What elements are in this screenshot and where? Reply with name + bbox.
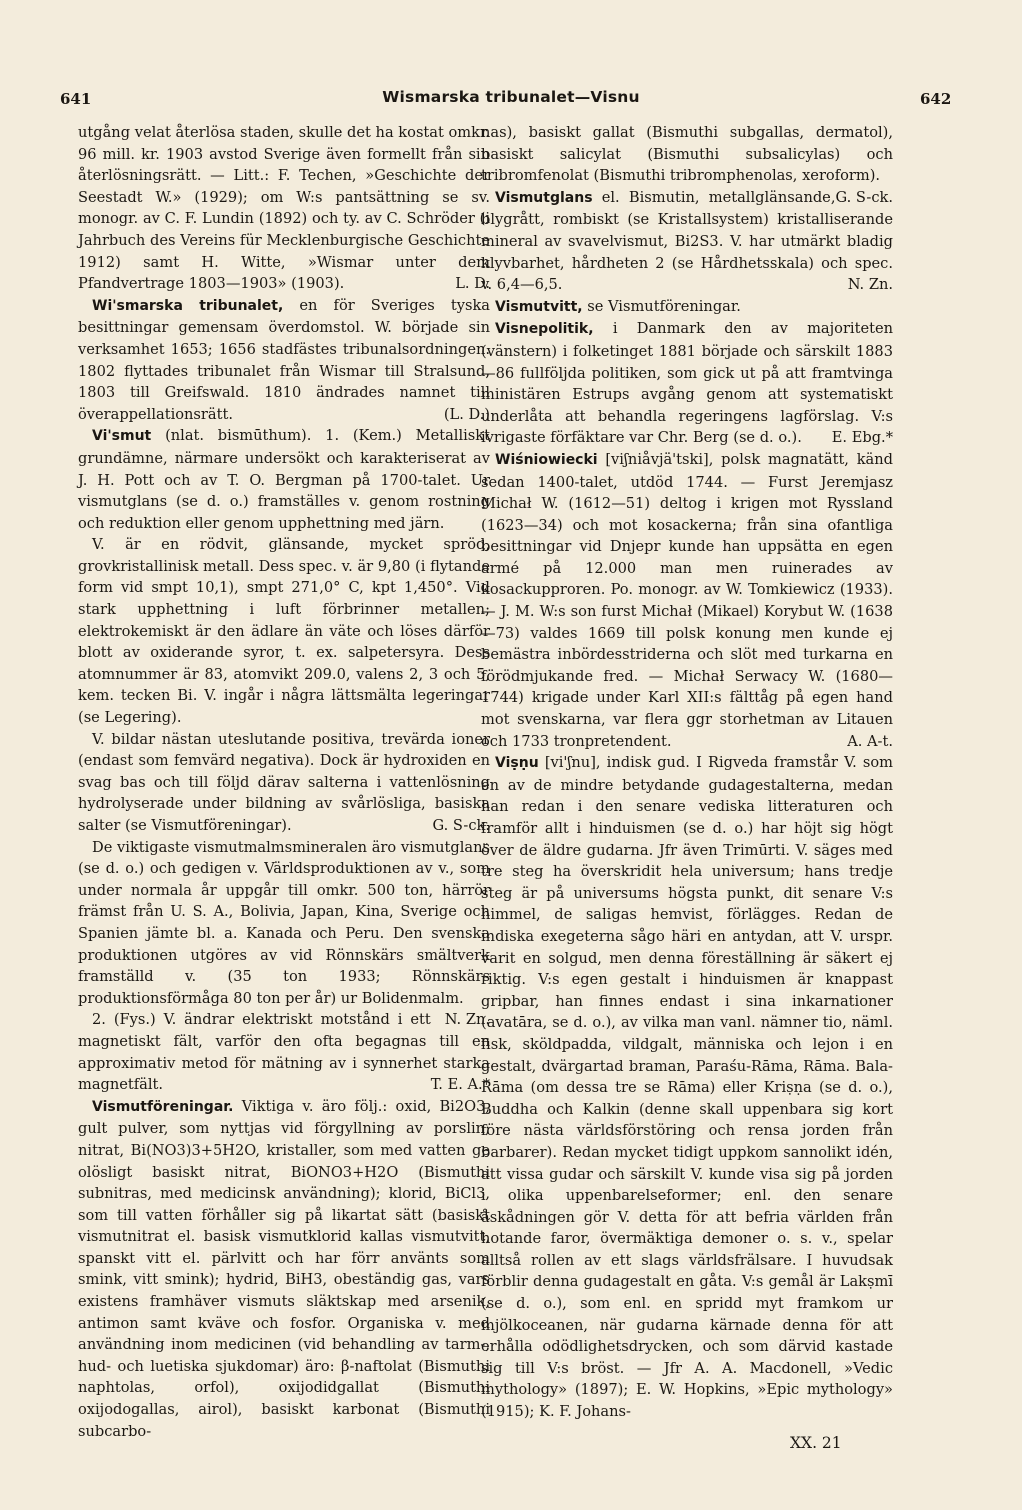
author-signature: E. Ebg.*	[831, 429, 893, 447]
entry-text: se Vismutföreningar.	[587, 297, 741, 315]
author-signature: N. Zn.	[444, 1011, 490, 1029]
page-number-left: 641	[60, 90, 92, 108]
article-paragraph	[481, 752, 893, 1422]
article-paragraph	[78, 534, 490, 728]
entry-headword: Wi'smarska tribunalet,	[92, 297, 284, 314]
author-signature: A. A-t.	[847, 732, 893, 750]
entry-text: Viktiga v. äro följ.: oxid, Bi2O3, gult pulver, som nyttjas vid förgyllning av porslin; nitrat, Bi(NO3)3+5H2O, kristaller, som med vatten ge olösligt basiskt nitrat, BiONO3+H2O (Bismuthi subnitras, med medicinsk användning); klorid, BiCl3, som till vatten förhåller sig på likartat sätt (basiskt vismutnitrat el. basisk vismutklorid kallas vismutvitt, spanskt vitt el. pärlvitt och har förr använts som smink, vitt smink); hydrid, BiH3, obeständig gas, vars existens framhäver vismuts släktskap med arsenik, antimon samt kväve och fosfor. Organiska v. med användning inom medicinen (vid behandling av tarm-, hud- och luetiska sjukdomar) äro: β-naftolat (Bismuthi naphtolas, orfol), oxijodidgallat (Bismuthi oxijodogallas, airol), basiskt karbonat (Bismuthi subcarbo-	[78, 1097, 491, 1440]
article-paragraph	[481, 296, 893, 319]
entry-text: en för Sveriges tyska besittningar gemensam överdomstol. W. började sin verksamhet 1653; 1656 stadfästes tribunalsordningen. 1802 flyttades tribunalet från Wismar till Stralsund, 1803 till Greifswald. 1810 ändrades namnet till överappellationsrätt.	[78, 296, 491, 423]
entry-text: utgång velat återlösa staden, skulle det ha kostat omkr. 96 mill. kr. 1903 avstod Sverige även formellt från sin återlösningsrätt. — Litt.: F. Techen, »Geschichte der Seestadt W.» (1929); om W:s pantsättning se sv. monogr. av C. F. Lundin (1892) och ty. av C. Schröder (i Jahrbuch des Vereins für Mecklenburgische Geschichte 1912) samt H. Witte, »Wismar unter dem Pfandvertrage 1803—1903» (1903).	[78, 124, 490, 293]
author-signature: N. Zn.	[847, 276, 893, 294]
entry-text: i Danmark den av majoriteten (vänstern) i folketinget 1881 började och särskilt 1883—86 fullföljda politiken, som gick ut på att framtvinga ministären Estrups avgång genom att systematiskt underlåta att behandla regeringens lagförslag. V:s ivrigaste förfäktare var Chr. Berg (se d. o.).	[481, 320, 893, 447]
entry-text: V. är en rödvit, glänsande, mycket spröd, grovkristallinisk metall. Dess spec. v. är 9,80 (i flytande form vid smpt 10,1), smpt 271,0° C, kpt 1,450°. Vid stark upphettning i luft förbrinner metallen; elektrokemiskt är den ädlare än väte och löses därför blott av oxiderande syror, t. ex. salpetersyra. Dess atomnummer är 83, atomvikt 209.0, valens 2, 3 och 5, kem. tecken Bi. V. ingår i några lättsmälta legeringar (se Legering).	[78, 536, 490, 727]
article-paragraph	[481, 449, 893, 752]
article-paragraph	[78, 122, 490, 295]
author-signature: G. S-ck.	[835, 188, 893, 206]
entry-text: el. Bismutin, metallglänsande, blygrått, rombiskt (se Kristallsystem) kristalliserande mineral av svavelvismut, Bi2S3. V. har utmärkt bladig klyvbarhet, hårdheten 2 (se Hårdhetsskala) och spec. v. 6,4—6,5.	[481, 188, 893, 294]
running-title: Wismarska tribunalet—Visnu	[382, 88, 640, 106]
entry-text: [viʃniåvjä'tski], polsk magnatätt, känd sedan 1400-talet, utdöd 1744. — Furst Jeremjasz Michał W. (1612—51) deltog i krigen mot Ryssland (1623—34) och mot kosackerna; från sina ofantliga besittningar vid Dnjepr kunde han uppsätta en egen armé på 12.000 man men ruinerades av kosackupproren. Po. monogr. av W. Tomkiewicz (1933). — J. M. W:s son furst Michał (Mikael) Korybut W. (1638—73) valdes 1669 till polsk konung men kunde ej bemästra inbördesstriderna och slöt med turkarna en förödmjukande fred. — Michał Serwacy W. (1680—1744) krigade under Karl XII:s fälttåg på egen hand mot svenskarna, var flera ggr storhetman av Litauen och 1733 tronpretendent.	[481, 450, 893, 750]
entry-text: nas), basiskt gallat (Bismuthi subgallas, dermatol), basiskt salicylat (Bismuthi subsalicylas) och tribromfenolat (Bismuthi tribromphenolas, xeroform).	[481, 124, 893, 185]
article-paragraph	[481, 318, 893, 449]
entry-text: (nlat. bismūthum). 1. (Kem.) Metalliskt grundämne, närmare undersökt och karakteriserat av J. H. Pott och av T. O. Bergman på 1700-talet. Ur vismutglans (se d. o.) framställes v. genom rostning och reduktion eller genom upphettning med järn.	[78, 427, 491, 532]
article-paragraph	[481, 187, 893, 296]
sheet-signature: XX. 21	[790, 1434, 842, 1452]
article-paragraph	[78, 729, 490, 837]
article-paragraph	[78, 837, 490, 1029]
author-signature: (L. D.)	[443, 405, 490, 423]
entry-headword: Vismutglans	[495, 189, 593, 206]
entry-text: 2. (Fys.) V. ändrar elektriskt motstånd i ett magnetiskt fält, varför den ofta begagnas till en approximativ metod för mätning av i synnerhet starka magnetfält.	[78, 1011, 490, 1094]
author-signature: G. S-ck.	[432, 817, 490, 834]
left-column	[78, 122, 490, 1442]
article-paragraph	[78, 1096, 490, 1443]
author-signature: T. E. A.*	[430, 1076, 490, 1094]
article-paragraph	[78, 425, 490, 534]
right-column	[481, 122, 893, 1423]
entry-headword: Vi'smut	[92, 428, 152, 445]
page-number-right: 642	[920, 90, 952, 108]
entry-headword: Vismutföreningar.	[92, 1098, 234, 1115]
entry-text: V. bildar nästan uteslutande positiva, trevärda ioner (endast som femvärd negativa). Dock är hydroxiden en svag bas och till följd därav salterna i vattenlösning hydrolyserade under bildning av svårlösliga, basiska salter (se Vismutföreningar).	[78, 730, 490, 834]
entry-text: De viktigaste vismutmalmsmineralen äro vismutglans (se d. o.) och gedigen v. Världsproduktionen av v., som under normala år uppgår till omkr. 500 ton, härrör främst från U. S. A., Bolivia, Japan, Kina, Sverige och Spanien jämte bl. a. Kanada och Peru. Den svenska produktionen utgöres av vid Rönnskärs smältverk framställd v. (35 ton 1933; Rönnskärs produktionsförmåga 80 ton per år) ur Bolidenmalm.	[78, 838, 490, 1007]
entry-headword: Visnepolitik,	[495, 321, 594, 338]
entry-headword: Vismutvitt,	[495, 298, 583, 315]
author-signature: L. D.	[455, 275, 490, 293]
article-paragraph	[78, 295, 490, 426]
entry-text: [vi'ʃnu], indisk gud. I Rigveda framstår V. som en av de mindre betydande gudagestalterna, medan han redan i den senare vediska litteraturen och framför allt i hinduismen (se d. o.) har höjt sig högt över de äldre gudarna. Jfr även Trimūrti. V. säges med tre steg ha överskridit hela universum; hans tredje steg är på universums högsta punkt, dit senare V:s himmel, de saligas hemvist, förlägges. Redan de indiska exegeterna sågo häri en antydan, att V. urspr. varit en solgud, men denna föreställning är säkert ej riktig. V:s egen gestalt i hinduismen är knappast gripbar, han finnes endast i sina inkarnationer (avatāra, se d. o.), av vilka man vanl. nämner tio, näml. fisk, sköldpadda, vildgalt, människa och lejon i en gestalt, dvärgartad braman, Paraśu-Rāma, Rāma. Bala-Rāma (om dessa tre se Rāma) eller Kriṣṇa (se d. o.), Buddha och Kalkin (denne skall uppenbara sig kort före nästa världsförstöring och rensa jorden från barbarer). Redan mycket tidigt uppkom sannolikt idén, att vissa gudar och särskilt V. kunde visa sig på jorden i olika uppenbarelseformer; enl. den senare åskådningen gör V. detta för att befria världen från hotande faror, övermäktiga demoner o. s. v., spelar alltså rollen av ett slags världsfrälsare. I huvudsak förblir denna gudagestalt en gåta. V:s gemål är Lakṣmī (se d. o.), som enl. en spridd myt framkom ur mjölkoceanen, när gudarna kärnade denna för att erhålla odödlighetsdrycken, och som därvid kastade sig till V:s bröst. — Jfr A. A. Macdonell, »Vedic mythology» (1897); E. W. Hopkins, »Epic mythology» (1915); K. F. Johans-	[481, 754, 894, 1421]
entry-headword: Wiśniowiecki	[495, 451, 598, 468]
article-paragraph	[78, 1009, 490, 1095]
entry-headword: Viṣṇu	[495, 755, 539, 772]
